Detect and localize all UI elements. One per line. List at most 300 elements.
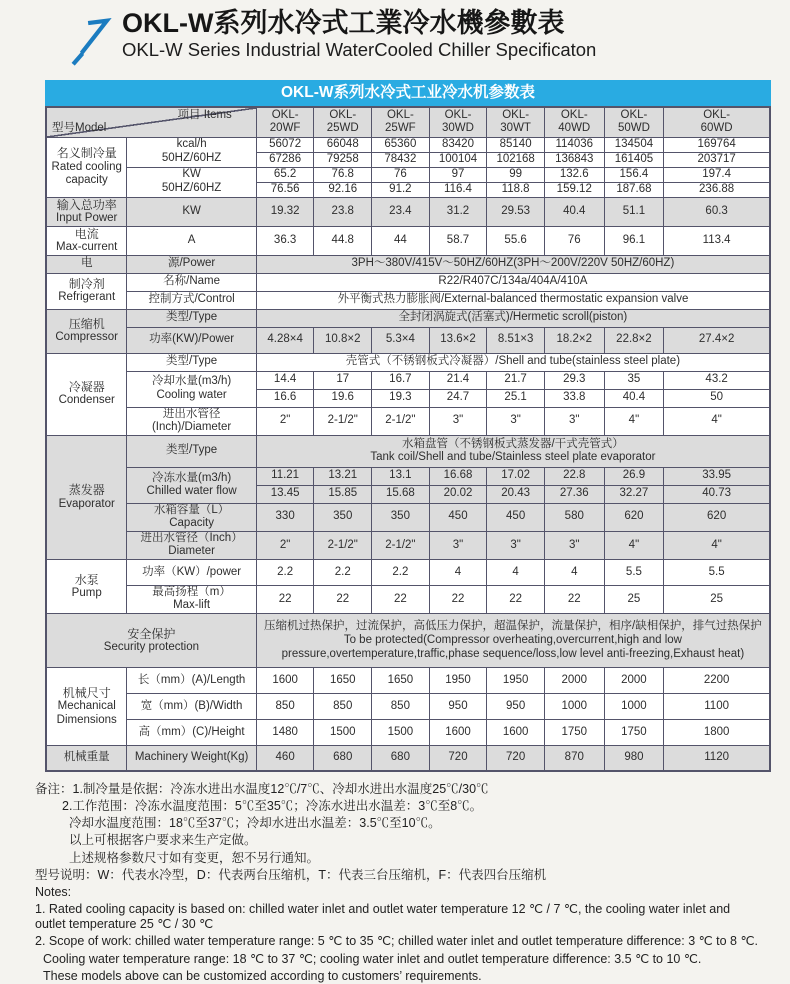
label-en: Input Power [56,211,118,224]
table-cell: 1750 [544,720,604,746]
table-row [46,167,770,182]
label-zh: 名义制冷量 [56,146,117,161]
note-line: 2.工作范围：冷冻水温度范围：5℃至35℃；冷冻水进出水温差：3℃至8℃。 [62,798,483,813]
table-cell: 1000 [544,694,604,720]
table-cell: 2-1/2" [372,407,430,435]
table-cell: 40.4 [604,389,664,407]
label-en: Compressor [55,331,119,344]
table-cell: 1500 [372,720,430,746]
model-prefix: OKL- [444,108,472,121]
table-cell: 21.7 [487,371,545,389]
table-cell: 1000 [604,694,664,720]
table-cell: 22.8 [544,467,604,485]
note-line: 1. Rated cooling capacity is based on: chilled water inlet and outlet water temperature 12 ℃ / 7 ℃, the cooling water inlet and outlet temperature 25 ℃ / 30 ℃ [35,902,731,931]
model-prefix: OKL- [703,108,731,121]
table-cell: 350 [314,503,372,531]
table-cell: 20.02 [429,485,487,503]
table-row [46,435,770,467]
table-cell: 100104 [429,152,487,167]
table-cell: 33.8 [544,389,604,407]
note-line: 型号说明：W：代表水冷型，D：代表两台压缩机，T：代表三台压缩机，F：代表四台压缩机 [35,867,547,882]
table-cell: 27.4×2 [664,327,770,353]
table-cell: 13.1 [372,467,430,485]
table-cell: 22.8×2 [604,327,664,353]
table-cell: 13.45 [256,485,314,503]
table-cell: 460 [256,746,314,771]
table-cell: 32.27 [604,485,664,503]
model-header-label: 型号Model [52,121,107,134]
item-label-control: 控制方式/Control [127,291,256,309]
table-cell: 134504 [604,137,664,152]
row-label-evaporator [46,435,127,559]
table-cell: 76 [372,167,430,182]
table-row [46,137,770,152]
unit-label: kcal/h [176,138,207,151]
table-cell: 67286 [256,152,314,167]
table-cell: 51.1 [604,197,664,226]
table-cell: 10.8×2 [314,327,372,353]
table-cell: 1650 [372,668,430,694]
table-cell: 22 [314,585,372,613]
model-column-header [314,107,372,137]
table-cell: 2000 [544,668,604,694]
item-label-power: 源/Power [127,255,256,273]
item-label-kcal [127,137,256,167]
item-label-kw [127,167,256,197]
label-en: Condenser [58,394,115,407]
table-row [46,720,770,746]
label-zh: 冷冻水量(m3/h) [151,471,232,484]
table-cell: 2.2 [314,559,372,585]
table-cell: 203717 [664,152,770,167]
table-cell: 85140 [487,137,545,152]
row-label-weight: 机械重量 [46,746,127,771]
item-label-weight: Machinery Weight(Kg) [127,746,256,771]
table-row [46,407,770,435]
table-cell: 44 [372,226,430,255]
freq-label: 50HZ/60HZ [161,152,222,164]
table-cell: 118.8 [487,182,545,197]
label-en: Capacity [169,517,214,530]
table-cell: 76.8 [314,167,372,182]
table-cell: 16.7 [372,371,430,389]
table-cell: 720 [429,746,487,771]
table-cell: 132.6 [544,167,604,182]
table-cell: 40.73 [664,485,770,503]
arrow-logo-icon [66,10,114,68]
table-cell: 35 [604,371,664,389]
model-column-header [604,107,664,137]
table-cell: 65.2 [256,167,314,182]
spec-table [45,106,771,772]
row-label-power-supply: 电 [46,255,127,273]
table-cell: 17.02 [487,467,545,485]
label-zh: 进出水管径 [162,407,221,420]
label-zh: 蒸发器 [68,483,105,498]
table-cell: 4" [604,407,664,435]
table-cell: 2000 [604,668,664,694]
table-cell: 870 [544,746,604,771]
table-cell: 1800 [664,720,770,746]
item-label-power: 功率(KW)/Power [127,327,256,353]
page-title: OKL-W系列水冷式工業冷水機參數表 [122,8,565,38]
table-cell: 620 [604,503,664,531]
item-label-pipe-diameter [127,531,256,559]
model-header-row [46,107,770,137]
item-label-name: 名称/Name [127,273,256,291]
label-zh: 制冷剂 [68,277,105,292]
type-value-en: Tank coil/Shell and tube/Stainless steel plate evaporator [370,451,656,464]
label-zh: 压缩机 [68,317,105,332]
table-cell: 1750 [604,720,664,746]
table-row [46,614,770,668]
table-cell: 5.5 [604,559,664,585]
note-line: Notes: [35,885,72,899]
table-cell: 1650 [314,668,372,694]
item-label-tank-capacity [127,503,256,531]
table-cell: 60.3 [664,197,770,226]
table-cell: 4" [664,531,770,559]
table-cell: 56072 [256,137,314,152]
table-row [46,585,770,613]
label-en: Refrigerant [58,291,116,304]
table-cell: 8.51×3 [487,327,545,353]
table-cell: 2.2 [372,559,430,585]
label-zh: 冷却水量(m3/h) [151,375,232,388]
model-code: 25WF [385,122,416,135]
table-cell: 159.12 [544,182,604,197]
label-en: Rated cooling capacity [51,160,122,187]
label-zh: 机械尺寸 [62,685,111,700]
label-zh: 最高扬程（m） [152,585,231,598]
table-row [46,273,770,291]
label-en: Evaporator [58,497,115,510]
table-cell: 96.1 [604,226,664,255]
row-label-input-power [46,197,127,226]
table-cell: 4 [429,559,487,585]
note-line: 以上可根据客户要求来生产定做。 [69,833,257,848]
document-header [66,8,790,72]
table-cell: 450 [487,503,545,531]
label-zh: 输入总功率 [56,197,117,212]
table-cell: 850 [314,694,372,720]
model-prefix: OKL- [502,108,530,121]
label-en: (Inch)/Diameter [151,421,232,434]
item-label-chilled-water [127,467,256,503]
table-cell: 13.21 [314,467,372,485]
table-cell: 2200 [664,668,770,694]
model-code: 40WD [558,122,591,135]
table-row [46,467,770,485]
table-cell: 169764 [664,137,770,152]
table-cell: 4 [544,559,604,585]
table-cell: 5.5 [664,559,770,585]
row-label-compressor [46,309,127,353]
model-code: 30WT [500,122,531,135]
table-row [46,503,770,531]
table-cell: 92.16 [314,182,372,197]
item-label-max-lift [127,585,256,613]
table-cell: 980 [604,746,664,771]
table-cell: 3" [544,407,604,435]
table-cell: 25 [664,585,770,613]
model-prefix: OKL- [560,108,588,121]
table-cell: 29.53 [487,197,545,226]
label-en: Pump [71,586,102,599]
table-cell: 44.8 [314,226,372,255]
table-row [46,309,770,327]
item-label-height: 高（mm）(C)/Height [127,720,256,746]
table-cell: 22 [429,585,487,613]
table-cell: 76 [544,226,604,255]
model-column-header [487,107,545,137]
table-cell: 850 [372,694,430,720]
table-cell: 25.1 [487,389,545,407]
table-row [46,668,770,694]
table-cell: 15.85 [314,485,372,503]
table-cell: 114036 [544,137,604,152]
corner-cell [46,107,256,137]
note-line: 2. Scope of work: chilled water temperature range: 5 ℃ to 35 ℃; chilled water inlet and outlet temperature difference: 3 ℃ to 8 ℃. [35,934,758,949]
item-label-pump-power: 功率（KW）/power [127,559,256,585]
table-cell: 620 [664,503,770,531]
row-label-capacity [46,137,127,197]
table-cell: 4.28×4 [256,327,314,353]
table-cell: 11.21 [256,467,314,485]
table-cell: 22 [487,585,545,613]
security-text [256,614,770,668]
table-cell: 1950 [487,668,545,694]
label-en: Chilled water flow [146,485,237,498]
table-cell: 3" [487,407,545,435]
table-banner: OKL-W系列水冷式工业冷水机参数表 [45,80,771,106]
label-zh: 水箱容量（L） [153,503,230,516]
table-cell: 1120 [664,746,770,771]
table-cell: 1600 [487,720,545,746]
table-cell: 58.7 [429,226,487,255]
table-row [46,559,770,585]
table-row [46,255,770,273]
model-prefix: OKL- [386,108,414,121]
label-en: Max-current [56,240,118,253]
table-cell: 14.4 [256,371,314,389]
model-code: 50WD [617,122,650,135]
note-line: 冷却水温度范围：18℃至37℃；冷却水进出水温差：3.5℃至10℃。 [69,816,441,830]
table-cell: 22 [256,585,314,613]
model-column-header [664,107,770,137]
model-code: 30WD [442,122,474,135]
table-cell: 3" [429,407,487,435]
model-column-header [429,107,487,137]
label-zh: 电流 [74,226,99,241]
table-cell: 2" [256,407,314,435]
table-cell: 19.6 [314,389,372,407]
row-label-condenser [46,353,127,435]
note-line: Cooling water temperature range: 18 ℃ to 37 ℃; cooling water inlet and outlet temperature difference: 3.5 ℃ to 10 ℃. [43,951,702,966]
table-cell: 2-1/2" [372,531,430,559]
table-row [46,327,770,353]
table-cell: 102168 [487,152,545,167]
spec-table-section [45,80,771,772]
table-cell: 850 [256,694,314,720]
label-zh: 水泵 [74,572,99,587]
table-cell: 3" [544,531,604,559]
row-label-security [46,614,256,668]
table-cell: 450 [429,503,487,531]
model-code: 60WD [700,122,733,135]
table-cell: 5.3×4 [372,327,430,353]
table-cell: 2.2 [256,559,314,585]
table-row [46,226,770,255]
compressor-type-value: 全封闭涡旋式(活塞式)/Hermetic scroll(piston) [256,309,770,327]
item-label-type: 类型/Type [127,309,256,327]
item-label-type: 类型/Type [127,435,256,467]
row-label-max-current [46,226,127,255]
table-cell: 31.2 [429,197,487,226]
freq-label: 50HZ/60HZ [161,182,222,194]
table-row [46,197,770,226]
table-cell: 55.6 [487,226,545,255]
label-en: Cooling water [156,389,227,401]
table-cell: 50 [664,389,770,407]
label-en: Max-lift [173,599,211,612]
table-cell: 350 [372,503,430,531]
model-prefix: OKL- [620,108,648,121]
label-en: Security protection [103,640,200,653]
table-row [46,371,770,389]
table-cell: 23.8 [314,197,372,226]
item-label-unit: KW [127,197,256,226]
table-cell: 2-1/2" [314,407,372,435]
model-prefix: OKL- [329,108,357,121]
table-cell: 21.4 [429,371,487,389]
table-cell: 27.36 [544,485,604,503]
table-cell: 99 [487,167,545,182]
table-cell: 97 [429,167,487,182]
table-cell: 197.4 [664,167,770,182]
table-cell: 4 [487,559,545,585]
table-cell: 16.6 [256,389,314,407]
label-zh: 进出水管径（Inch） [140,531,243,544]
table-cell: 950 [487,694,545,720]
table-cell: 83420 [429,137,487,152]
item-label-cooling-water [127,371,256,407]
table-cell: 29.3 [544,371,604,389]
table-cell: 13.6×2 [429,327,487,353]
row-label-dimensions [46,668,127,746]
table-row [46,291,770,309]
items-header-label: 项目 Items [177,109,232,121]
table-cell: 76.56 [256,182,314,197]
note-line: These models above can be customized according to customers’ requirements. [43,968,482,983]
table-cell: 1950 [429,668,487,694]
table-cell: 3" [487,531,545,559]
table-cell: 19.3 [372,389,430,407]
table-cell: 3" [429,531,487,559]
table-cell: 187.68 [604,182,664,197]
table-cell: 2-1/2" [314,531,372,559]
table-cell: 78432 [372,152,430,167]
table-cell: 1100 [664,694,770,720]
table-cell: 16.68 [429,467,487,485]
item-label-length: 长（mm）(A)/Length [127,668,256,694]
table-cell: 43.2 [664,371,770,389]
title-block [122,8,596,60]
refrigerant-name-value: R22/R407C/134a/404A/410A [256,273,770,291]
table-cell: 23.4 [372,197,430,226]
table-cell: 720 [487,746,545,771]
table-cell: 40.4 [544,197,604,226]
table-cell: 22 [372,585,430,613]
table-cell: 66048 [314,137,372,152]
condenser-type-value: 壳管式（不锈钢板式冷凝器）/Shell and tube(stainless steel plate) [256,353,770,371]
table-cell: 1600 [256,668,314,694]
table-row [46,746,770,771]
table-cell: 236.88 [664,182,770,197]
refrigerant-control-value: 外平衡式热力膨胀阀/External-balanced thermostatic expansion valve [256,291,770,309]
table-cell: 330 [256,503,314,531]
label-zh: 安全保护 [127,626,176,641]
label-zh: 冷凝器 [68,380,105,395]
table-cell: 22 [544,585,604,613]
table-cell: 33.95 [664,467,770,485]
table-cell: 1500 [314,720,372,746]
table-cell: 4" [664,407,770,435]
table-cell: 1600 [429,720,487,746]
item-label-width: 宽（mm）(B)/Width [127,694,256,720]
item-label-unit: A [127,226,256,255]
table-cell: 2" [256,531,314,559]
table-cell: 161405 [604,152,664,167]
table-cell: 79258 [314,152,372,167]
power-supply-value: 3PH～380V/415V～50HZ/60HZ(3PH～200V/220V 50HZ/60HZ) [256,255,770,273]
label-en: Mechanical Dimensions [56,700,117,726]
note-line: 备注：1.制冷量是依据：冷冻水进出水温度12℃/7℃、冷却水进出水温度25℃/30℃ [35,781,489,796]
table-cell: 156.4 [604,167,664,182]
table-cell: 17 [314,371,372,389]
table-cell: 680 [372,746,430,771]
item-label-type: 类型/Type [127,353,256,371]
table-row [46,694,770,720]
table-cell: 580 [544,503,604,531]
table-cell: 91.2 [372,182,430,197]
table-cell: 36.3 [256,226,314,255]
table-cell: 20.43 [487,485,545,503]
table-cell: 680 [314,746,372,771]
item-label-pipe-diameter [127,407,256,435]
table-cell: 19.32 [256,197,314,226]
table-cell: 136843 [544,152,604,167]
model-column-header [372,107,430,137]
unit-label: KW [182,168,201,181]
notes-section [35,782,760,984]
row-label-pump [46,559,127,613]
table-row [46,531,770,559]
table-cell: 25 [604,585,664,613]
table-cell: 18.2×2 [544,327,604,353]
table-cell: 950 [429,694,487,720]
evaporator-type-value [256,435,770,467]
type-value-zh: 水箱盘管（不锈钢板式蒸发器/干式壳管式） [402,437,624,450]
model-column-header [256,107,314,137]
table-cell: 24.7 [429,389,487,407]
security-text-en: To be protected(Compressor overheating,overcurrent,high and low pressure,overtemperature,traffic,phase sequence/loss,low level anti-freezing,Exhaust heat) [281,634,745,660]
table-cell: 113.4 [664,226,770,255]
model-prefix: OKL- [271,108,299,121]
note-line: 上述规格参数尺寸如有变更，恕不另行通知。 [69,850,320,865]
model-code: 25WD [326,122,359,135]
table-row [46,353,770,371]
